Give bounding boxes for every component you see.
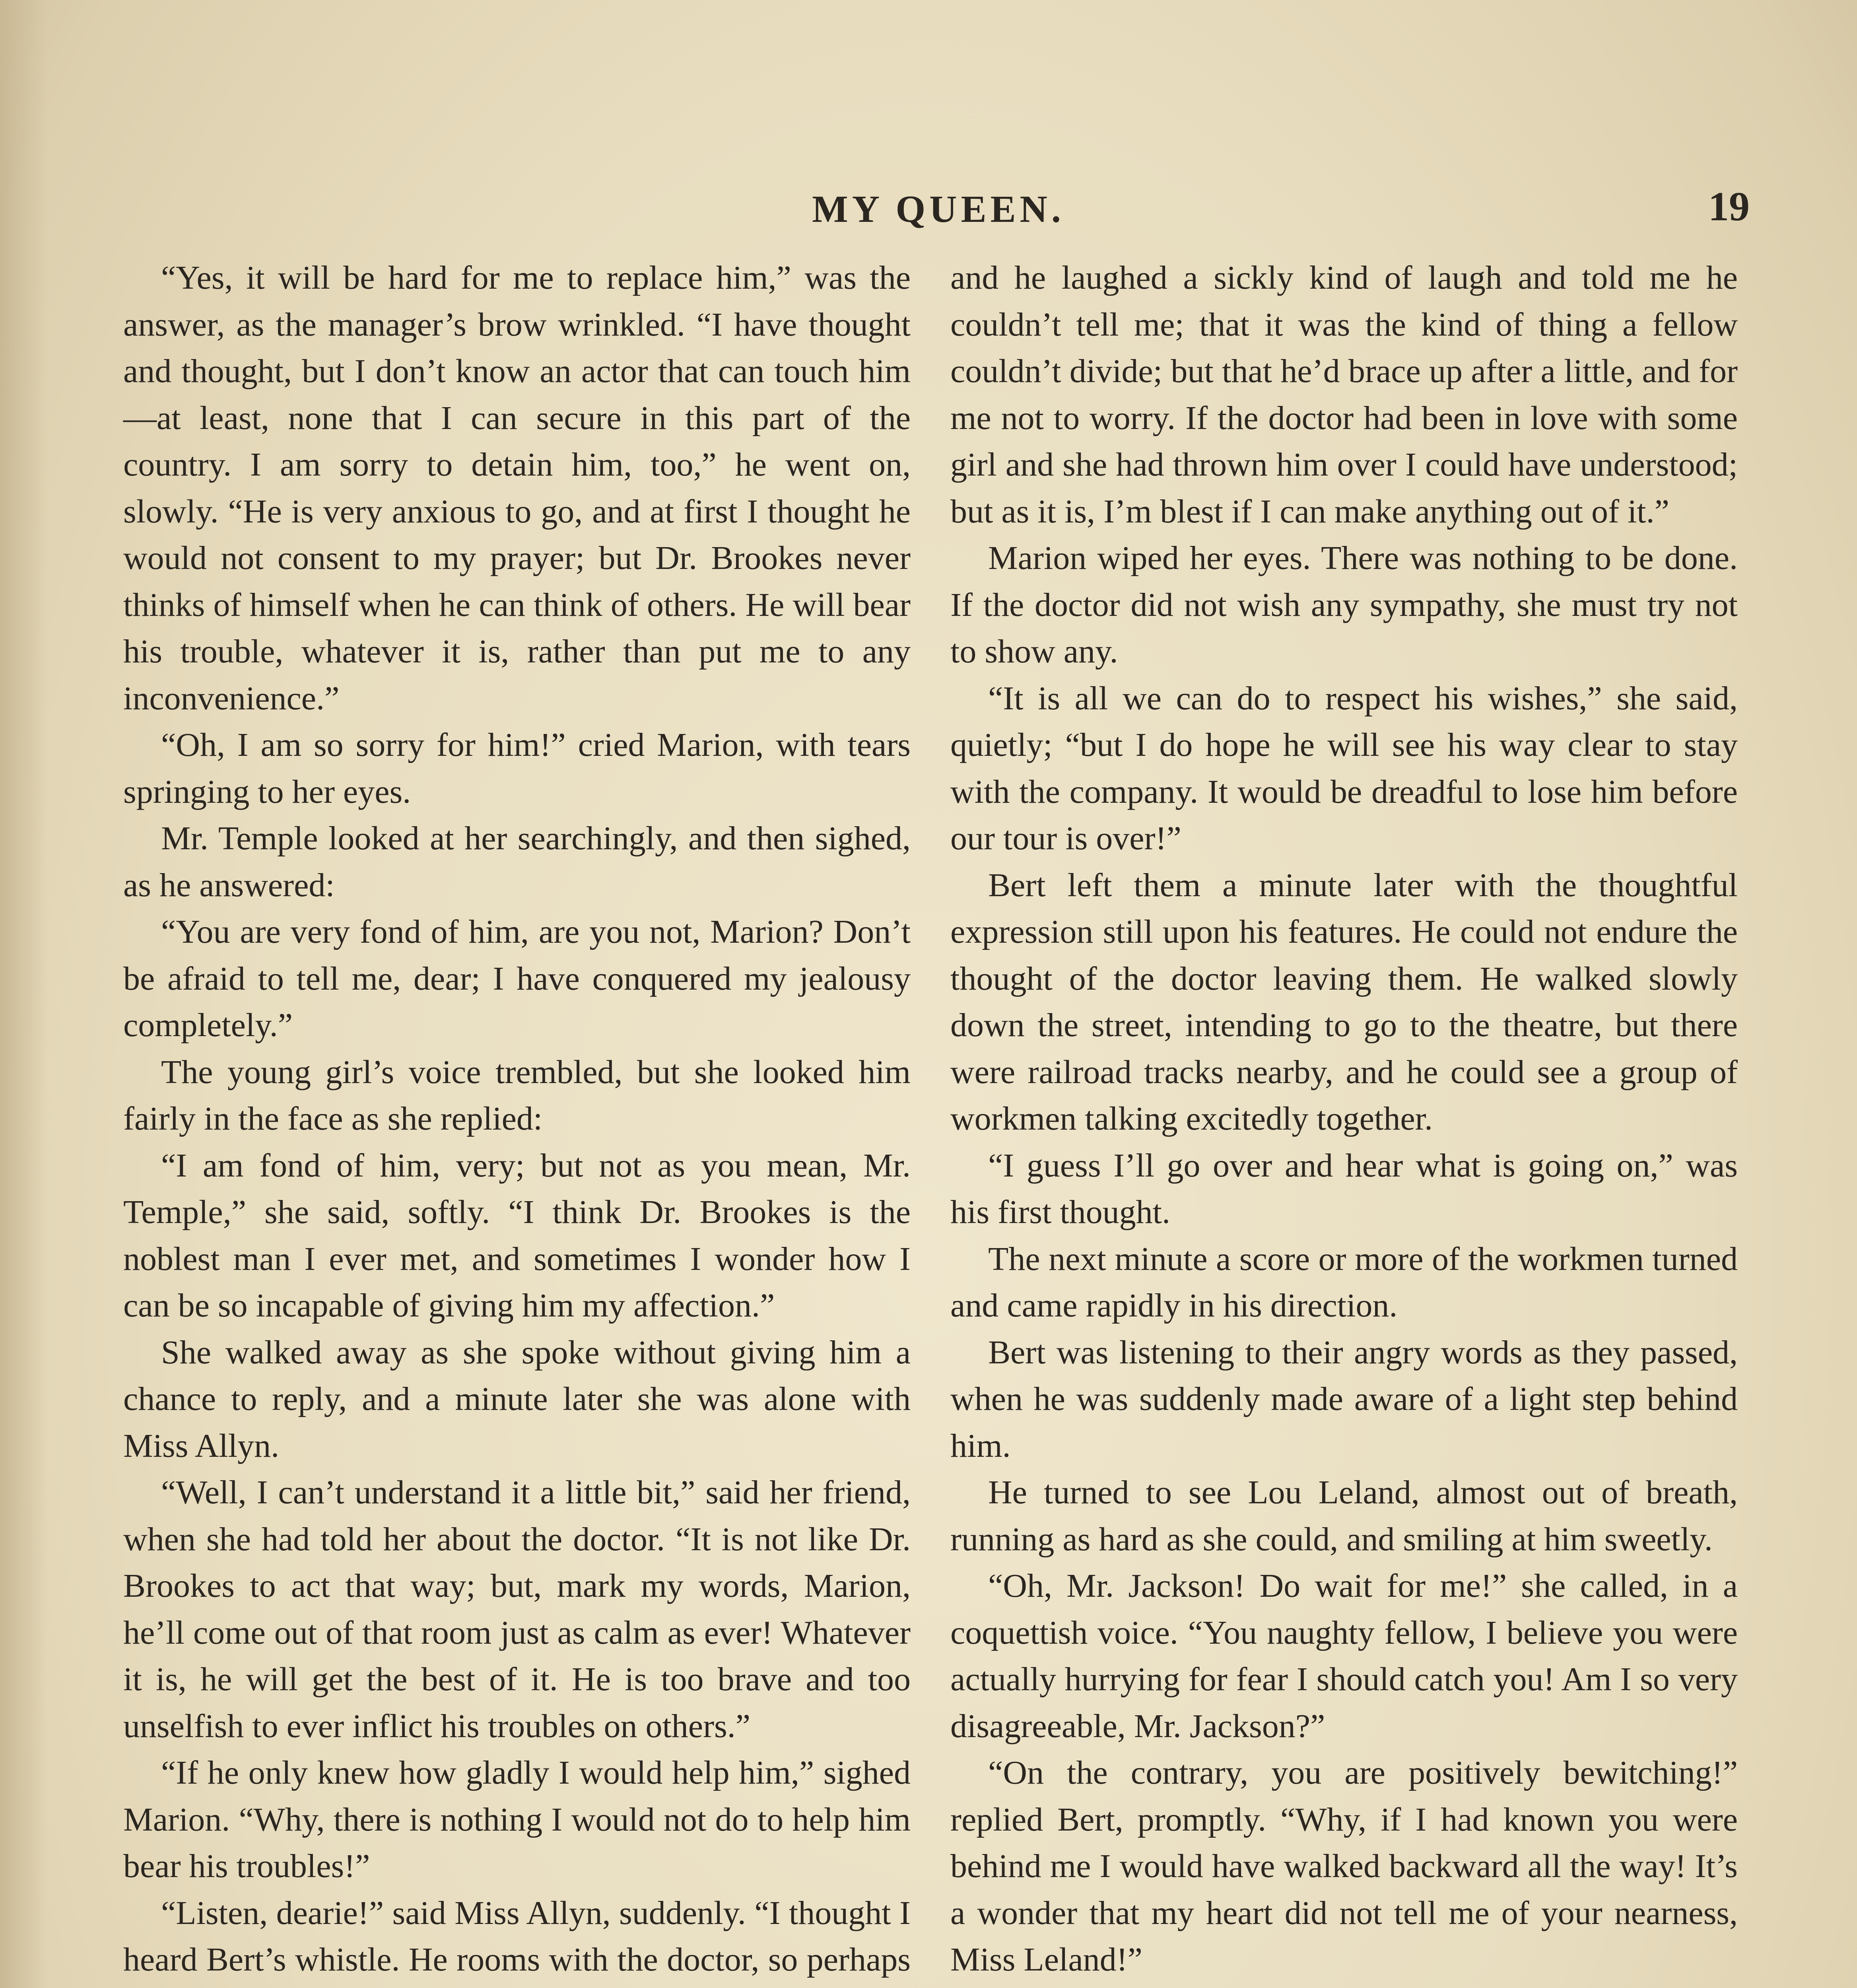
paragraph: The next minute a score or more of the workmen turned and came rapidly in his direction. xyxy=(950,1240,1738,1324)
paragraph: He turned to see Lou Leland, almost out of breath, running as hard as she could, and smiling at him sweetly. xyxy=(950,1474,1738,1558)
paragraph: “Well, I can’t understand it a little bit,” said her friend, when she had told her about the doctor. “It is not like Dr. Brookes to act that way; but, mark my words, Marion, he’ll come out of that room just as calm as ever! Whatever it is, he will get the best of it. He is too brave and too unselfish to ever inflict his troubles on others.” xyxy=(123,1474,911,1745)
paragraph: “Oh, I am so sorry for him!” cried Marion, with tears springing to her eyes. xyxy=(123,726,911,810)
paragraph: Mr. Temple looked at her searchingly, and then sighed, as he answered: xyxy=(123,820,911,904)
paragraph: “Listen, dearie!” said Miss Allyn, suddenly. “I thought I heard Bert’s whistle. He rooms with the doctor, so perhaps xyxy=(123,1894,911,1978)
paragraph: “Yes, it will be hard for me to replace him,” was the answer, as the manager’s brow wrinkled. “I have thought and thought, but I don’t know an actor that can touch him—at least, none that I can secure in this part of the country. I am sorry to detain him, too,” he went on, slowly. “He is very anxious to go, and at first I thought he would not consent to my prayer; but Dr. Brookes never thinks of himself when he can think of others. He will bear his trouble, whatever it is, rather than put me to any inconvenience.” xyxy=(123,259,911,717)
paragraph: “You are very fond of him, are you not, Marion? Don’t be afraid to tell me, dear; I have conquered my jealousy completely.” xyxy=(123,913,911,1044)
page-header xyxy=(127,184,1750,239)
paragraph: Marion wiped her eyes. There was nothing to be done. If the doctor did not wish any sympathy, she must try not to show any. xyxy=(950,540,1738,670)
paragraph: Bert left them a minute later with the thoughtful expression still upon his features. He could not endure the thought of the doctor leaving them. He walked slowly down the street, intending to go to the theatre, but there were railroad tracks nearby, and he could see a group of workmen talking excitedly together. xyxy=(950,866,1738,1137)
paragraph: Bert was listening to their angry words as they passed, when he was suddenly made aware of a light step behind him. xyxy=(950,1334,1738,1464)
paragraph: She walked away as she spoke without giving him a chance to reply, and a minute later she was alone with Miss Allyn. xyxy=(123,1334,911,1464)
paragraph: “If he only knew how gladly I would help him,” sighed Marion. “Why, there is nothing I would not do to help him bear his troubles!” xyxy=(123,1754,911,1885)
paragraph: “I am fond of him, very; but not as you mean, Mr. Temple,” she said, softly. “I think Dr. Brookes is the noblest man I ever met, and sometimes I wonder how I can be so incapable of giving him my affection.” xyxy=(123,1147,911,1324)
paragraph xyxy=(950,1983,1738,1988)
paragraph: “It is all we can do to respect his wishes,” she said, quietly; “but I do hope he will see his way clear to stay with the company. It would be dreadful to lose him before our tour is over!” xyxy=(950,679,1738,857)
paragraph: “I guess I’ll go over and hear what is going on,” was his first thought. xyxy=(950,1147,1738,1231)
paragraph: “On the contrary, you are positively bewitching!” replied Bert, promptly. “Why, if I had known you were behind me I would have walked backward all the way! It’s a wonder that my heart did not tell me of your nearness, Miss Leland!” xyxy=(950,1754,1738,1978)
page-number: 19 xyxy=(1708,184,1750,229)
paragraph: “Oh, Mr. Jackson! Do wait for me!” she called, in a coquettish voice. “You naughty fellow, I believe you were actually hurrying for fear I should catch you! Am I so very disagreeable, Mr. Jackson?” xyxy=(950,1567,1738,1745)
right-column xyxy=(950,254,1738,1988)
paragraph: The young girl’s voice trembled, but she looked him fairly in the face as she replied: xyxy=(123,1053,911,1137)
page-edge-shadow xyxy=(0,0,48,1988)
running-title: MY QUEEN. xyxy=(812,188,1065,230)
paragraph-continued: and he laughed a sickly kind of laugh and told me he couldn’t tell me; that it was the kind of thing a fellow couldn’t divide; but that he’d brace up after a little, and for me not to worry. If the doctor had been in love with some girl and she had thrown him over I could have understood; but as it is, I’m blest if I can make anything out of it.” xyxy=(950,259,1738,530)
left-column xyxy=(123,254,911,1988)
